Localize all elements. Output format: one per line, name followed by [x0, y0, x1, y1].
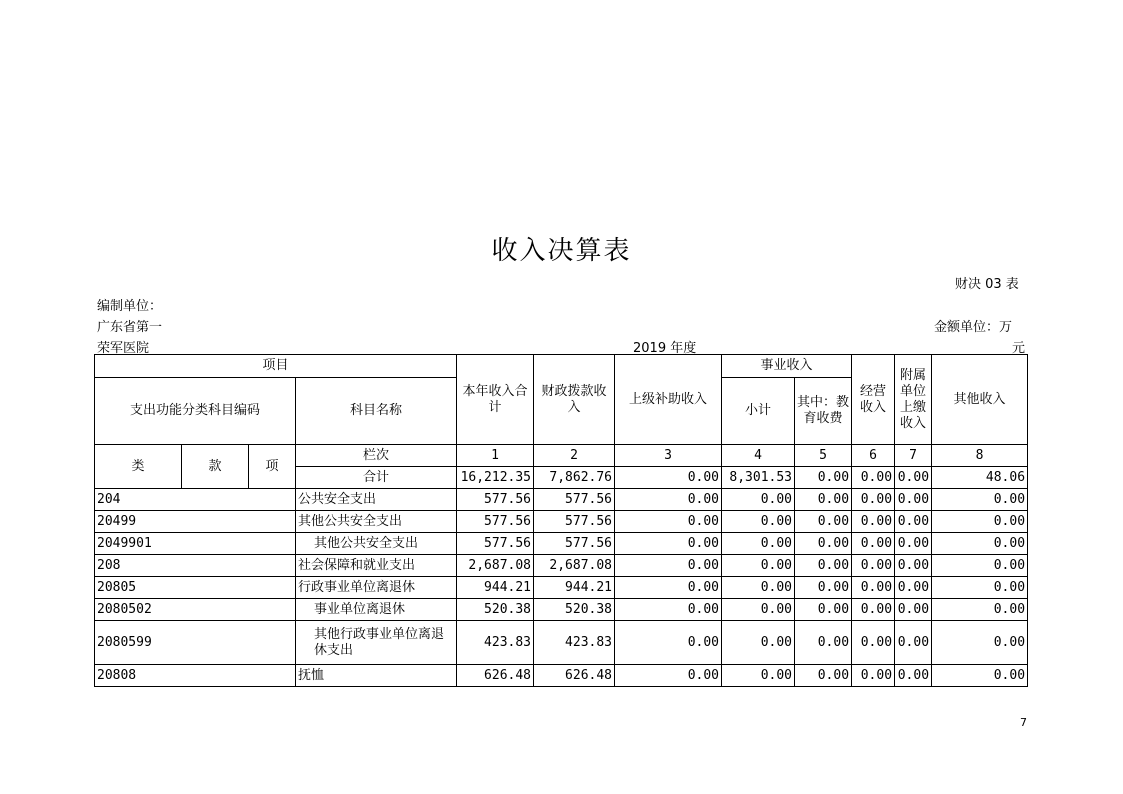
- func-code: 204: [95, 489, 296, 511]
- cell-value: 0.00: [932, 665, 1028, 687]
- col-number-8: 8: [932, 445, 1028, 467]
- cell-value: 944.21: [457, 577, 534, 599]
- col7-header: 附属单位上缴收入: [895, 355, 932, 445]
- xiang-header: 项: [249, 445, 296, 489]
- cell-value: 0.00: [615, 511, 722, 533]
- subject-name: 公共安全支出: [296, 489, 457, 511]
- col-number-3: 3: [615, 445, 722, 467]
- cell-value: 0.00: [895, 621, 932, 665]
- org-name-line2: 荣军医院: [97, 341, 150, 356]
- subject-name: 事业单位离退休: [296, 599, 457, 621]
- cell-value: 2,687.08: [534, 555, 615, 577]
- table-row: [95, 533, 1028, 555]
- table-row: [95, 489, 1028, 511]
- col-number-5: 5: [795, 445, 852, 467]
- cell-value: 0.00: [795, 599, 852, 621]
- kuan-header: 款: [182, 445, 249, 489]
- header-row-3: [95, 445, 1028, 467]
- cell-value: 0.00: [852, 599, 895, 621]
- subject-name: 其他公共安全支出: [296, 533, 457, 555]
- cell-value: 520.38: [534, 599, 615, 621]
- cell-value: 0.00: [932, 577, 1028, 599]
- cell-value: 0.00: [932, 511, 1028, 533]
- total-value: 0.00: [895, 467, 932, 489]
- total-label: 合计: [296, 467, 457, 489]
- cell-value: 423.83: [534, 621, 615, 665]
- cell-value: 0.00: [852, 489, 895, 511]
- cell-value: 0.00: [722, 599, 795, 621]
- cell-value: 0.00: [722, 533, 795, 555]
- table-row: [95, 555, 1028, 577]
- table-row: [95, 577, 1028, 599]
- total-value: 16,212.35: [457, 467, 534, 489]
- page-number: 7: [1020, 716, 1027, 729]
- cell-value: 0.00: [722, 577, 795, 599]
- cell-value: 626.48: [534, 665, 615, 687]
- cell-value: 0.00: [615, 533, 722, 555]
- col-number-1: 1: [457, 445, 534, 467]
- org-name-line1: 广东省第一: [97, 320, 163, 335]
- col3-header: 上级补助收入: [615, 355, 722, 445]
- cell-value: 0.00: [615, 621, 722, 665]
- col4-header: 小计: [722, 378, 795, 445]
- subject-name: 社会保障和就业支出: [296, 555, 457, 577]
- col8-header: 其他收入: [932, 355, 1028, 445]
- cell-value: 423.83: [457, 621, 534, 665]
- cell-value: 577.56: [457, 511, 534, 533]
- cell-value: 0.00: [895, 489, 932, 511]
- cell-value: 577.56: [457, 489, 534, 511]
- cell-value: 0.00: [932, 555, 1028, 577]
- cell-value: 0.00: [895, 599, 932, 621]
- total-value: 7,862.76: [534, 467, 615, 489]
- func-code: 2080599: [95, 621, 296, 665]
- func-code: 20499: [95, 511, 296, 533]
- cell-value: 0.00: [932, 621, 1028, 665]
- total-value: 8,301.53: [722, 467, 795, 489]
- cell-value: 0.00: [932, 533, 1028, 555]
- cell-value: 0.00: [895, 665, 932, 687]
- cell-value: 0.00: [795, 533, 852, 555]
- cell-value: 0.00: [795, 621, 852, 665]
- cell-value: 0.00: [932, 599, 1028, 621]
- col1-header: 本年收入合计: [457, 355, 534, 445]
- cell-value: 0.00: [615, 555, 722, 577]
- cell-value: 0.00: [895, 577, 932, 599]
- subject-name: 抚恤: [296, 665, 457, 687]
- subject-name: 其他公共安全支出: [296, 511, 457, 533]
- cell-value: 0.00: [615, 489, 722, 511]
- cell-value: 0.00: [722, 489, 795, 511]
- table-row: [95, 621, 1028, 665]
- cell-value: 0.00: [795, 511, 852, 533]
- cell-value: 0.00: [795, 665, 852, 687]
- cell-value: 0.00: [795, 489, 852, 511]
- cell-value: 577.56: [457, 533, 534, 555]
- cell-value: 0.00: [722, 555, 795, 577]
- subject-name: 其他行政事业单位离退休支出: [296, 621, 457, 665]
- cell-value: 944.21: [534, 577, 615, 599]
- total-value: 0.00: [615, 467, 722, 489]
- col-number-7: 7: [895, 445, 932, 467]
- cell-value: 2,687.08: [457, 555, 534, 577]
- page-title: 收入决算表: [491, 236, 632, 266]
- cell-value: 0.00: [722, 621, 795, 665]
- cell-value: 577.56: [534, 489, 615, 511]
- form-number: 财决 03 表: [955, 277, 1019, 292]
- func-code: 208: [95, 555, 296, 577]
- col-number-4: 4: [722, 445, 795, 467]
- cell-value: 0.00: [615, 665, 722, 687]
- col6-header: 经营收入: [852, 355, 895, 445]
- cell-value: 577.56: [534, 533, 615, 555]
- cell-value: 0.00: [615, 577, 722, 599]
- unit-label-line1: 金额单位：万: [934, 320, 1013, 335]
- subject-name: 行政事业单位离退休: [296, 577, 457, 599]
- col-number-2: 2: [534, 445, 615, 467]
- unit-label-line2: 元: [1012, 341, 1026, 356]
- lanci-header: 栏次: [296, 445, 457, 467]
- header-row-1: [95, 355, 1028, 378]
- col5-header: 其中：教育收费: [795, 378, 852, 445]
- func-code-header: 支出功能分类科目编码: [95, 378, 296, 445]
- table-row: [95, 599, 1028, 621]
- cell-value: 0.00: [895, 511, 932, 533]
- cell-value: 0.00: [895, 533, 932, 555]
- col2-header: 财政拨款收入: [534, 355, 615, 445]
- cell-value: 0.00: [795, 555, 852, 577]
- cell-value: 0.00: [932, 489, 1028, 511]
- cell-value: 577.56: [534, 511, 615, 533]
- income-table: [94, 354, 1028, 687]
- total-value: 0.00: [852, 467, 895, 489]
- cell-value: 0.00: [795, 577, 852, 599]
- cell-value: 0.00: [852, 511, 895, 533]
- fiscal-year: 2019 年度: [633, 341, 697, 356]
- cell-value: 626.48: [457, 665, 534, 687]
- total-value: 0.00: [795, 467, 852, 489]
- table-row: [95, 511, 1028, 533]
- cell-value: 520.38: [457, 599, 534, 621]
- cell-value: 0.00: [852, 577, 895, 599]
- org-label: 编制单位：: [97, 299, 163, 314]
- cell-value: 0.00: [852, 555, 895, 577]
- cell-value: 0.00: [722, 511, 795, 533]
- func-code: 20808: [95, 665, 296, 687]
- cell-value: 0.00: [722, 665, 795, 687]
- lei-header: 类: [95, 445, 182, 489]
- project-header: 项目: [95, 355, 457, 378]
- cell-value: 0.00: [852, 533, 895, 555]
- total-value: 48.06: [932, 467, 1028, 489]
- func-code: 2080502: [95, 599, 296, 621]
- career-income-header: 事业收入: [722, 355, 852, 378]
- cell-value: 0.00: [852, 621, 895, 665]
- cell-value: 0.00: [852, 665, 895, 687]
- cell-value: 0.00: [895, 555, 932, 577]
- table-row: [95, 665, 1028, 687]
- func-code: 2049901: [95, 533, 296, 555]
- col-number-6: 6: [852, 445, 895, 467]
- func-code: 20805: [95, 577, 296, 599]
- cell-value: 0.00: [615, 599, 722, 621]
- subject-name-header: 科目名称: [296, 378, 457, 445]
